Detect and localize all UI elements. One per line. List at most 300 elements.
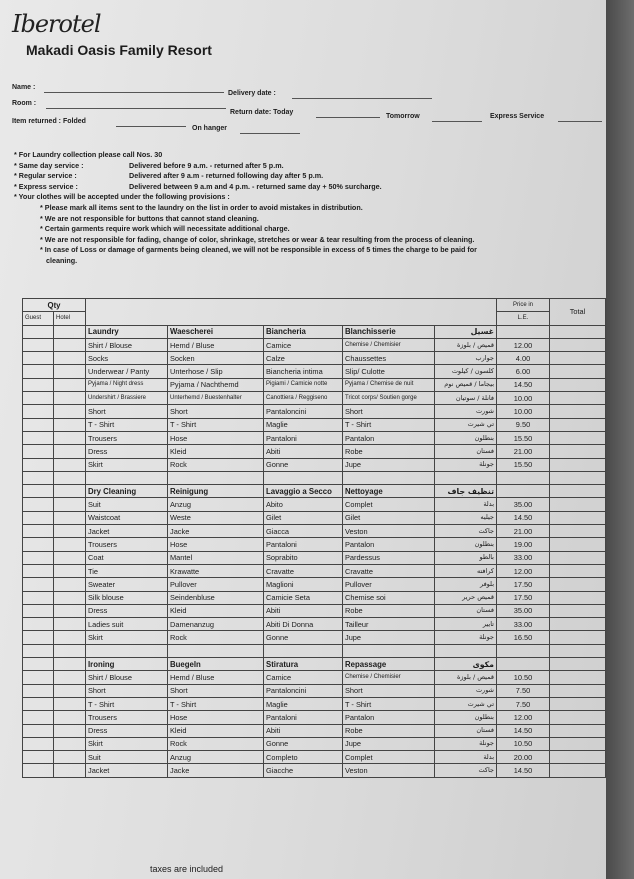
hotel-qty-cell[interactable] bbox=[54, 764, 86, 777]
table-row bbox=[23, 604, 606, 617]
guest-qty-cell[interactable] bbox=[23, 578, 54, 591]
hotel-qty-cell[interactable] bbox=[54, 711, 86, 724]
item-en: T - Shirt bbox=[86, 697, 168, 710]
item-fr: Pantalon bbox=[343, 711, 435, 724]
guest-qty-cell[interactable] bbox=[23, 458, 54, 471]
item-price: 12.00 bbox=[497, 564, 550, 577]
item-it: Abiti bbox=[264, 724, 343, 737]
item-en: Suit bbox=[86, 751, 168, 764]
resort-name: Makadi Oasis Family Resort bbox=[26, 42, 212, 58]
item-ar: قميص / بلوزة bbox=[435, 338, 497, 351]
total-cell[interactable] bbox=[550, 325, 606, 338]
guest-qty-cell[interactable] bbox=[23, 564, 54, 577]
hotel-qty-cell[interactable] bbox=[54, 458, 86, 471]
total-cell[interactable] bbox=[550, 338, 606, 351]
blank-cell bbox=[550, 644, 606, 657]
item-price: 15.50 bbox=[497, 458, 550, 471]
total-cell[interactable] bbox=[550, 751, 606, 764]
item-ar: شورت bbox=[435, 405, 497, 418]
item-price: 14.50 bbox=[497, 764, 550, 777]
item-fr: Slip/ Culotte bbox=[343, 365, 435, 378]
item-de: Short bbox=[168, 405, 264, 418]
item-de: Pullover bbox=[168, 578, 264, 591]
item-fr: Pardessus bbox=[343, 551, 435, 564]
item-price: 21.00 bbox=[497, 525, 550, 538]
blank-cell bbox=[86, 644, 168, 657]
item-it: Camicie Seta bbox=[264, 591, 343, 604]
item-ar: بدلة bbox=[435, 751, 497, 764]
item-fr: Pullover bbox=[343, 578, 435, 591]
guest-qty-cell[interactable] bbox=[23, 485, 54, 498]
blank-cell bbox=[343, 644, 435, 657]
total-cell[interactable] bbox=[550, 564, 606, 577]
guest-qty-cell[interactable] bbox=[23, 445, 54, 458]
hotel-qty-cell[interactable] bbox=[54, 578, 86, 591]
on-hanger-label: On hanger bbox=[192, 125, 228, 132]
provision-5-cont: cleaning. bbox=[46, 255, 78, 265]
table-row bbox=[23, 751, 606, 764]
blank-cell bbox=[435, 644, 497, 657]
guest-qty-cell[interactable] bbox=[23, 498, 54, 511]
total-cell[interactable] bbox=[550, 658, 606, 671]
hotel-qty-cell[interactable] bbox=[54, 684, 86, 697]
item-price: 33.00 bbox=[497, 618, 550, 631]
guest-qty-cell[interactable] bbox=[23, 525, 54, 538]
total-cell[interactable] bbox=[550, 764, 606, 777]
item-it: Gonne bbox=[264, 458, 343, 471]
guest-qty-cell[interactable] bbox=[23, 338, 54, 351]
item-it: Pantaloncini bbox=[264, 405, 343, 418]
hotel-qty-cell[interactable] bbox=[54, 724, 86, 737]
total-header: Total bbox=[550, 299, 606, 326]
item-fr: T - Shirt bbox=[343, 418, 435, 431]
hotel-qty-cell[interactable] bbox=[54, 631, 86, 644]
name-field[interactable] bbox=[44, 92, 224, 93]
guest-qty-cell[interactable] bbox=[23, 684, 54, 697]
room-field[interactable] bbox=[46, 108, 226, 109]
item-ar: تي شيرت bbox=[435, 418, 497, 431]
total-cell[interactable] bbox=[550, 458, 606, 471]
price-cell bbox=[497, 485, 550, 498]
section-header: Blanchisserie bbox=[343, 325, 435, 338]
hotel-qty-cell[interactable] bbox=[54, 671, 86, 684]
section-header: Dry Cleaning bbox=[86, 485, 168, 498]
guest-qty-cell[interactable] bbox=[23, 751, 54, 764]
item-de: Rock bbox=[168, 737, 264, 750]
guest-qty-cell[interactable] bbox=[23, 711, 54, 724]
item-fr: Robe bbox=[343, 445, 435, 458]
blank-cell bbox=[54, 471, 86, 484]
item-en: T - Shirt bbox=[86, 418, 168, 431]
item-it: Camice bbox=[264, 671, 343, 684]
tomorrow-label: Tomorrow bbox=[386, 113, 420, 120]
item-fr: Chemise soi bbox=[343, 591, 435, 604]
table-row bbox=[23, 352, 606, 365]
hotel-qty-cell[interactable] bbox=[54, 751, 86, 764]
item-ar: قميص حرير bbox=[435, 591, 497, 604]
guest-qty-cell[interactable] bbox=[23, 764, 54, 777]
table-row bbox=[23, 764, 606, 777]
item-de: Short bbox=[168, 684, 264, 697]
total-cell[interactable] bbox=[550, 591, 606, 604]
item-it: Gonne bbox=[264, 737, 343, 750]
section-header-row bbox=[23, 485, 606, 498]
hotel-qty-cell[interactable] bbox=[54, 431, 86, 444]
hotel-qty-cell[interactable] bbox=[54, 604, 86, 617]
guest-qty-cell[interactable] bbox=[23, 378, 54, 391]
guest-qty-cell[interactable] bbox=[23, 737, 54, 750]
provision-1: * Please mark all items sent to the laundry on the list in order to avoid mistakes in distribution. bbox=[40, 202, 363, 212]
table-row bbox=[23, 471, 606, 484]
table-row bbox=[23, 418, 606, 431]
item-fr: Jupe bbox=[343, 631, 435, 644]
blank-cell bbox=[23, 644, 54, 657]
return-today-field[interactable] bbox=[316, 117, 380, 118]
hotel-qty-cell[interactable] bbox=[54, 405, 86, 418]
total-cell[interactable] bbox=[550, 525, 606, 538]
item-en: Ladies suit bbox=[86, 618, 168, 631]
item-price: 12.00 bbox=[497, 338, 550, 351]
blank-cell bbox=[497, 644, 550, 657]
tomorrow-field[interactable] bbox=[432, 121, 482, 122]
table-row bbox=[23, 511, 606, 524]
provision-5: * In case of Loss or damage of garments being cleaned, we will not be responsible in excess of 5 times the charge to be paid for bbox=[40, 245, 477, 255]
item-price: 10.50 bbox=[497, 671, 550, 684]
item-it: Completo bbox=[264, 751, 343, 764]
item-ar: بنطلون bbox=[435, 538, 497, 551]
total-cell[interactable] bbox=[550, 578, 606, 591]
item-ar: بالطو bbox=[435, 551, 497, 564]
item-fr: Robe bbox=[343, 724, 435, 737]
table-row bbox=[23, 684, 606, 697]
item-ar: بدلة bbox=[435, 498, 497, 511]
table-row bbox=[23, 405, 606, 418]
item-price: 10.50 bbox=[497, 737, 550, 750]
total-cell[interactable] bbox=[550, 737, 606, 750]
on-hanger-field[interactable] bbox=[240, 133, 300, 134]
item-ar: جاكت bbox=[435, 764, 497, 777]
total-cell[interactable] bbox=[550, 352, 606, 365]
item-ar: تي شيرت bbox=[435, 697, 497, 710]
hotel-qty-cell[interactable] bbox=[54, 564, 86, 577]
name-label: Name : bbox=[12, 84, 36, 91]
item-price: 19.00 bbox=[497, 538, 550, 551]
item-it: Camice bbox=[264, 338, 343, 351]
item-de: Hose bbox=[168, 431, 264, 444]
hotel-qty-cell[interactable] bbox=[54, 445, 86, 458]
guest-qty-cell[interactable] bbox=[23, 551, 54, 564]
item-en: Jacket bbox=[86, 764, 168, 777]
item-fr: Jupe bbox=[343, 458, 435, 471]
total-cell[interactable] bbox=[550, 697, 606, 710]
hotel-qty-cell[interactable] bbox=[54, 378, 86, 391]
total-cell[interactable] bbox=[550, 551, 606, 564]
item-ar: كلسون / كيلوت bbox=[435, 365, 497, 378]
section-header: Laundry bbox=[86, 325, 168, 338]
item-price: 21.00 bbox=[497, 445, 550, 458]
item-en: Silk blouse bbox=[86, 591, 168, 604]
item-en: Tie bbox=[86, 564, 168, 577]
item-returned-label: Item returned : Folded bbox=[12, 118, 86, 125]
item-ar: فانلة / سوتيان bbox=[435, 392, 497, 405]
hotel-qty-cell[interactable] bbox=[54, 658, 86, 671]
item-it: Gonne bbox=[264, 631, 343, 644]
item-price: 33.00 bbox=[497, 551, 550, 564]
section-header-row bbox=[23, 658, 606, 671]
guest-qty-cell[interactable] bbox=[23, 618, 54, 631]
item-ar: جونلة bbox=[435, 631, 497, 644]
item-it: Canottiera / Reggiseno bbox=[264, 392, 343, 405]
total-cell[interactable] bbox=[550, 631, 606, 644]
item-en: Shirt / Blouse bbox=[86, 338, 168, 351]
total-cell[interactable] bbox=[550, 418, 606, 431]
guest-qty-cell[interactable] bbox=[23, 591, 54, 604]
hotel-header: Hotel bbox=[54, 312, 86, 325]
hotel-qty-cell[interactable] bbox=[54, 551, 86, 564]
item-it: Biancheria intima bbox=[264, 365, 343, 378]
item-en: Socks bbox=[86, 352, 168, 365]
hotel-qty-cell[interactable] bbox=[54, 498, 86, 511]
item-ar: فستان bbox=[435, 724, 497, 737]
item-fr: Tricot corps/ Soutien gorge bbox=[343, 392, 435, 405]
section-header: Stiratura bbox=[264, 658, 343, 671]
item-price: 35.00 bbox=[497, 604, 550, 617]
blank-cell bbox=[168, 644, 264, 657]
item-price: 35.00 bbox=[497, 498, 550, 511]
guest-qty-cell[interactable] bbox=[23, 352, 54, 365]
item-en: Dress bbox=[86, 445, 168, 458]
item-price: 16.50 bbox=[497, 631, 550, 644]
item-de: Anzug bbox=[168, 751, 264, 764]
item-fr: Veston bbox=[343, 764, 435, 777]
guest-qty-cell[interactable] bbox=[23, 392, 54, 405]
item-de: Hemd / Bluse bbox=[168, 671, 264, 684]
table-row bbox=[23, 378, 606, 391]
total-cell[interactable] bbox=[550, 431, 606, 444]
price-header: Price in bbox=[497, 299, 550, 312]
item-it: Abito bbox=[264, 498, 343, 511]
item-it: Gilet bbox=[264, 511, 343, 524]
item-price: 4.00 bbox=[497, 352, 550, 365]
item-it: Abiti bbox=[264, 604, 343, 617]
item-ar: بنطلون bbox=[435, 711, 497, 724]
hotel-qty-cell[interactable] bbox=[54, 538, 86, 551]
hotel-qty-cell[interactable] bbox=[54, 485, 86, 498]
total-cell[interactable] bbox=[550, 498, 606, 511]
table-row bbox=[23, 724, 606, 737]
item-price: 9.50 bbox=[497, 418, 550, 431]
item-fr: Short bbox=[343, 684, 435, 697]
total-cell[interactable] bbox=[550, 392, 606, 405]
total-cell[interactable] bbox=[550, 511, 606, 524]
item-de: Unterhose / Slip bbox=[168, 365, 264, 378]
item-price: 14.50 bbox=[497, 511, 550, 524]
item-it: Giacca bbox=[264, 525, 343, 538]
hotel-logo: Iberotel bbox=[12, 10, 101, 38]
item-en: Suit bbox=[86, 498, 168, 511]
total-cell[interactable] bbox=[550, 618, 606, 631]
item-price: 6.00 bbox=[497, 365, 550, 378]
price-cell bbox=[497, 658, 550, 671]
item-price: 12.00 bbox=[497, 711, 550, 724]
le-header: L.E. bbox=[497, 312, 550, 325]
note-same-day: * Same day service : Delivered before 9 a.m. - returned after 5 p.m. bbox=[14, 160, 284, 170]
item-price: 20.00 bbox=[497, 751, 550, 764]
item-it: Abiti bbox=[264, 445, 343, 458]
item-de: Krawatte bbox=[168, 564, 264, 577]
item-ar: كرافته bbox=[435, 564, 497, 577]
section-header: Reinigung bbox=[168, 485, 264, 498]
guest-qty-cell[interactable] bbox=[23, 671, 54, 684]
total-cell[interactable] bbox=[550, 684, 606, 697]
item-ar: فستان bbox=[435, 445, 497, 458]
item-it: Maglie bbox=[264, 697, 343, 710]
item-ar: بنطلون bbox=[435, 431, 497, 444]
blank-cell bbox=[54, 644, 86, 657]
item-fr: Complet bbox=[343, 751, 435, 764]
item-en: Waistcoat bbox=[86, 511, 168, 524]
item-ar: فستان bbox=[435, 604, 497, 617]
item-it: Maglie bbox=[264, 418, 343, 431]
item-de: Socken bbox=[168, 352, 264, 365]
item-price: 17.50 bbox=[497, 591, 550, 604]
item-price: 7.50 bbox=[497, 684, 550, 697]
hotel-qty-cell[interactable] bbox=[54, 591, 86, 604]
return-date-label: Return date: Today bbox=[230, 109, 294, 116]
total-cell[interactable] bbox=[550, 724, 606, 737]
price-cell bbox=[497, 325, 550, 338]
item-fr: Complet bbox=[343, 498, 435, 511]
section-header: Waescherei bbox=[168, 325, 264, 338]
hotel-qty-cell[interactable] bbox=[54, 365, 86, 378]
item-en: Short bbox=[86, 405, 168, 418]
item-de: Seindenbluse bbox=[168, 591, 264, 604]
hotel-qty-cell[interactable] bbox=[54, 325, 86, 338]
guest-qty-cell[interactable] bbox=[23, 697, 54, 710]
total-cell[interactable] bbox=[550, 365, 606, 378]
guest-qty-cell[interactable] bbox=[23, 538, 54, 551]
express-field[interactable] bbox=[558, 121, 602, 122]
item-fr: Gilet bbox=[343, 511, 435, 524]
room-label: Room : bbox=[12, 100, 37, 107]
item-price: 10.00 bbox=[497, 405, 550, 418]
table-row bbox=[23, 697, 606, 710]
total-cell[interactable] bbox=[550, 711, 606, 724]
item-ar: جيليه bbox=[435, 511, 497, 524]
table-row bbox=[23, 525, 606, 538]
guest-qty-cell[interactable] bbox=[23, 431, 54, 444]
item-fr: Chemise / Chemisier bbox=[343, 338, 435, 351]
total-cell[interactable] bbox=[550, 378, 606, 391]
item-en: Trousers bbox=[86, 538, 168, 551]
blank-cell bbox=[497, 471, 550, 484]
item-en: Dress bbox=[86, 724, 168, 737]
total-cell[interactable] bbox=[550, 485, 606, 498]
total-cell[interactable] bbox=[550, 445, 606, 458]
guest-qty-cell[interactable] bbox=[23, 418, 54, 431]
item-de: Jacke bbox=[168, 764, 264, 777]
guest-qty-cell[interactable] bbox=[23, 631, 54, 644]
item-de: Mantel bbox=[168, 551, 264, 564]
delivery-date-field[interactable] bbox=[292, 98, 432, 99]
item-de: Jacke bbox=[168, 525, 264, 538]
item-en: Skirt bbox=[86, 737, 168, 750]
item-fr: Short bbox=[343, 405, 435, 418]
hotel-qty-cell[interactable] bbox=[54, 352, 86, 365]
folded-field[interactable] bbox=[116, 126, 186, 127]
section-header: غسيل bbox=[435, 325, 497, 338]
section-header: Lavaggio a Secco bbox=[264, 485, 343, 498]
table-row bbox=[23, 445, 606, 458]
item-de: T - Shirt bbox=[168, 418, 264, 431]
note-express: * Express service : Delivered between 9 a.m and 4 p.m. - returned same day + 50% surcharge. bbox=[14, 181, 382, 191]
guest-qty-cell[interactable] bbox=[23, 604, 54, 617]
item-it: Pigiami / Camicie notte bbox=[264, 378, 343, 391]
item-en: Pyjama / Night dress bbox=[86, 378, 168, 391]
note-collection: * For Laundry collection please call Nos. 30 bbox=[14, 150, 163, 159]
hotel-qty-cell[interactable] bbox=[54, 697, 86, 710]
item-ar: جونلة bbox=[435, 737, 497, 750]
item-ar: جونلة bbox=[435, 458, 497, 471]
item-ar: تايير bbox=[435, 618, 497, 631]
item-de: Hose bbox=[168, 538, 264, 551]
blank-cell bbox=[264, 644, 343, 657]
hotel-qty-cell[interactable] bbox=[54, 618, 86, 631]
guest-qty-cell[interactable] bbox=[23, 724, 54, 737]
item-it: Pantaloni bbox=[264, 431, 343, 444]
guest-qty-cell[interactable] bbox=[23, 511, 54, 524]
total-cell[interactable] bbox=[550, 538, 606, 551]
total-cell[interactable] bbox=[550, 671, 606, 684]
guest-qty-cell[interactable] bbox=[23, 365, 54, 378]
taxes-note: taxes are included bbox=[150, 864, 224, 874]
hotel-qty-cell[interactable] bbox=[54, 418, 86, 431]
hotel-qty-cell[interactable] bbox=[54, 525, 86, 538]
total-cell[interactable] bbox=[550, 604, 606, 617]
hotel-qty-cell[interactable] bbox=[54, 338, 86, 351]
hotel-qty-cell[interactable] bbox=[54, 392, 86, 405]
note-regular: * Regular service : Delivered after 9 a.m - returned following day after 5 p.m. bbox=[14, 171, 324, 181]
item-ar: شورت bbox=[435, 684, 497, 697]
table-row bbox=[23, 392, 606, 405]
guest-qty-cell[interactable] bbox=[23, 405, 54, 418]
item-it: Pantaloni bbox=[264, 711, 343, 724]
guest-qty-cell[interactable] bbox=[23, 325, 54, 338]
item-de: Pyjama / Nachthemd bbox=[168, 378, 264, 391]
item-it: Pantaloni bbox=[264, 538, 343, 551]
total-cell[interactable] bbox=[550, 405, 606, 418]
item-ar: بيجاما / قميص نوم bbox=[435, 378, 497, 391]
table-row bbox=[23, 551, 606, 564]
item-en: Trousers bbox=[86, 431, 168, 444]
table-row bbox=[23, 618, 606, 631]
item-ar: جوارب bbox=[435, 352, 497, 365]
express-label: Express Service bbox=[490, 113, 545, 120]
item-de: Kleid bbox=[168, 724, 264, 737]
item-price: 7.50 bbox=[497, 697, 550, 710]
guest-qty-cell[interactable] bbox=[23, 658, 54, 671]
item-it: Calze bbox=[264, 352, 343, 365]
table-row bbox=[23, 538, 606, 551]
item-fr: T - Shirt bbox=[343, 697, 435, 710]
hotel-qty-cell[interactable] bbox=[54, 737, 86, 750]
blank-cell bbox=[23, 471, 54, 484]
hotel-qty-cell[interactable] bbox=[54, 511, 86, 524]
section-header-row bbox=[23, 325, 606, 338]
blank-cell bbox=[435, 471, 497, 484]
item-en: Undershirt / Brassiere bbox=[86, 392, 168, 405]
item-fr: Pantalon bbox=[343, 538, 435, 551]
